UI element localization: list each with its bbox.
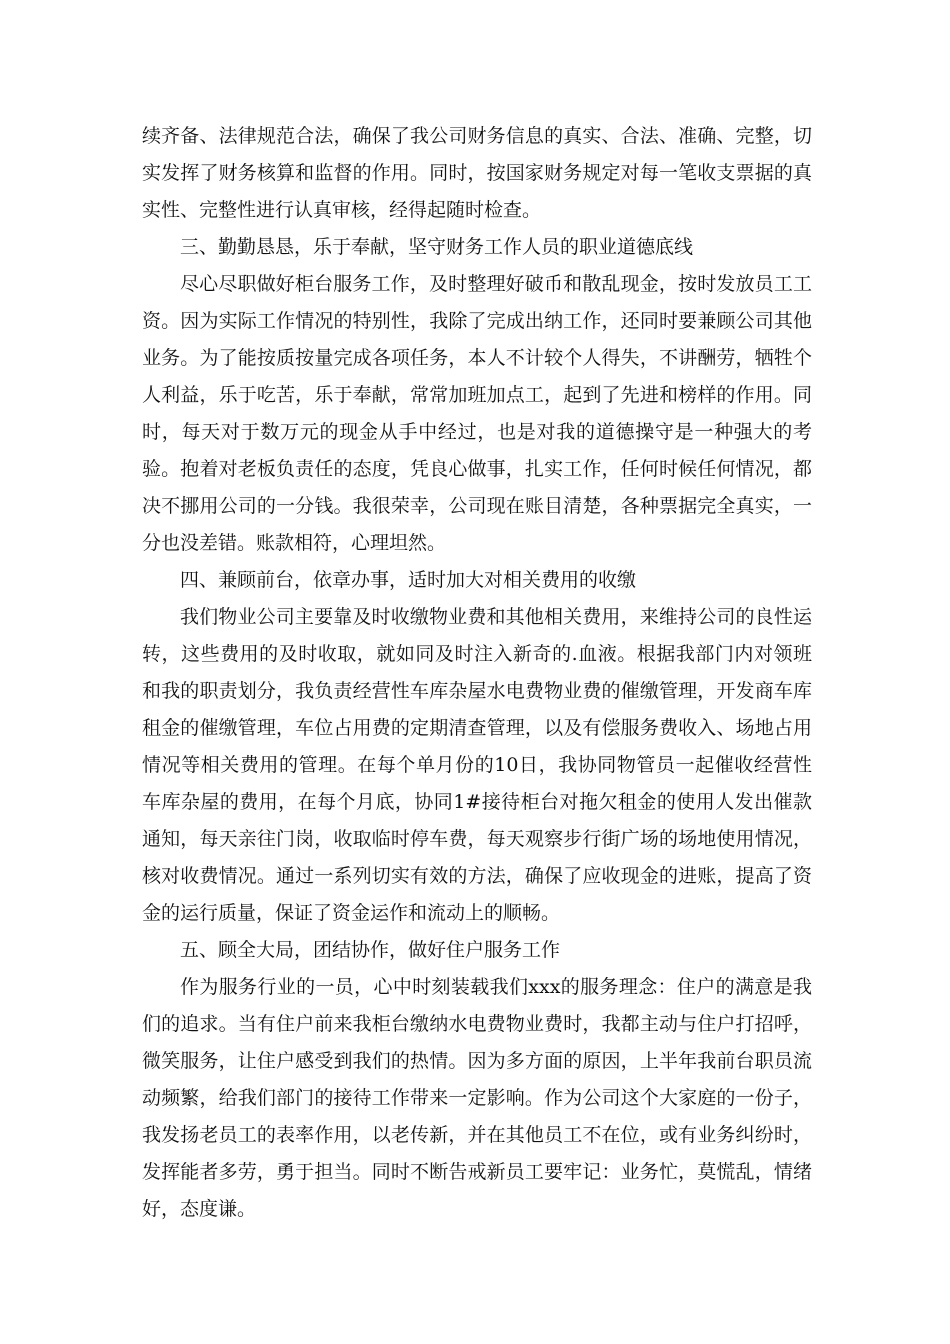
- paragraph-section-4: 我们物业公司主要靠及时收缴物业费和其他相关费用，来维持公司的良性运转，这些费用的及时收取，就如同及时注入新奇的.血液。根据我部门内对领班和我的职责划分，我负责经营性车库杂屋水电费物业费的催缴管理，开发商车库租金的催缴管理，车位占用费的定期清查管理，以及有偿服务费收入、场地占用情况等相关费用的管理。在每个单月份的10日，我协同物管员一起催收经营性车库杂屋的费用，在每个月底，协同1#接待柜台对拖欠租金的使用人发出催款通知，每天亲往门岗，收取临时停车费，每天观察步行街广场的场地使用情况，核对收费情况。通过一系列切实有效的方法，确保了应收现金的进账，提高了资金的运行质量，保证了资金运作和流动上的顺畅。: [142, 606, 812, 924]
- paragraph-section-5: 作为服务行业的一员，心中时刻装载我们xxx的服务理念：住户的满意是我们的追求。当有住户前来我柜台缴纳水电费物业费时，我都主动与住户打招呼，微笑服务，让住户感受到我们的热情。因为多方面的原因，上半年我前台职员流动频繁，给我们部门的接待工作带来一定影响。作为公司这个大家庭的一份子，我发扬老员工的表率作用，以老传新，并在其他员工不在位，或有业务纠纷时，发挥能者多劳，勇于担当。同时不断告戒新员工要牢记：业务忙，莫慌乱，情绪好，态度谦。: [142, 976, 812, 1220]
- section-heading-4: 四、兼顾前台，依章办事，适时加大对相关费用的收缴: [180, 569, 637, 591]
- section-heading-5: 五、顾全大局，团结协作，做好住户服务工作: [180, 939, 561, 961]
- paragraph-section-3: 尽心尽职做好柜台服务工作，及时整理好破币和散乱现金，按时发放员工工资。因为实际工作情况的特别性，我除了完成出纳工作，还同时要兼顾公司其他业务。为了能按质按量完成各项任务，本人不计较个人得失，不讲酬劳，牺牲个人利益，乐于吃苦，乐于奉献，常常加班加点工，起到了先进和榜样的作用。同时，每天对于数万元的现金从手中经过，也是对我的道德操守是一种强大的考验。抱着对老板负责任的态度，凭良心做事，扎实工作，任何时候任何情况，都决不挪用公司的一分钱。我很荣幸，公司现在账目清楚，各种票据完全真实，一分也没差错。账款相符，心理坦然。: [142, 273, 812, 554]
- paragraph-continuation: 续齐备、法律规范合法，确保了我公司财务信息的真实、合法、准确、完整，切实发挥了财务核算和监督的作用。同时，按国家财务规定对每一笔收支票据的真实性、完整性进行认真审核，经得起随时检查。: [142, 125, 812, 221]
- document-body: [142, 118, 812, 1228]
- section-heading-3: 三、勤勤恳恳，乐于奉献，坚守财务工作人员的职业道德底线: [180, 236, 694, 258]
